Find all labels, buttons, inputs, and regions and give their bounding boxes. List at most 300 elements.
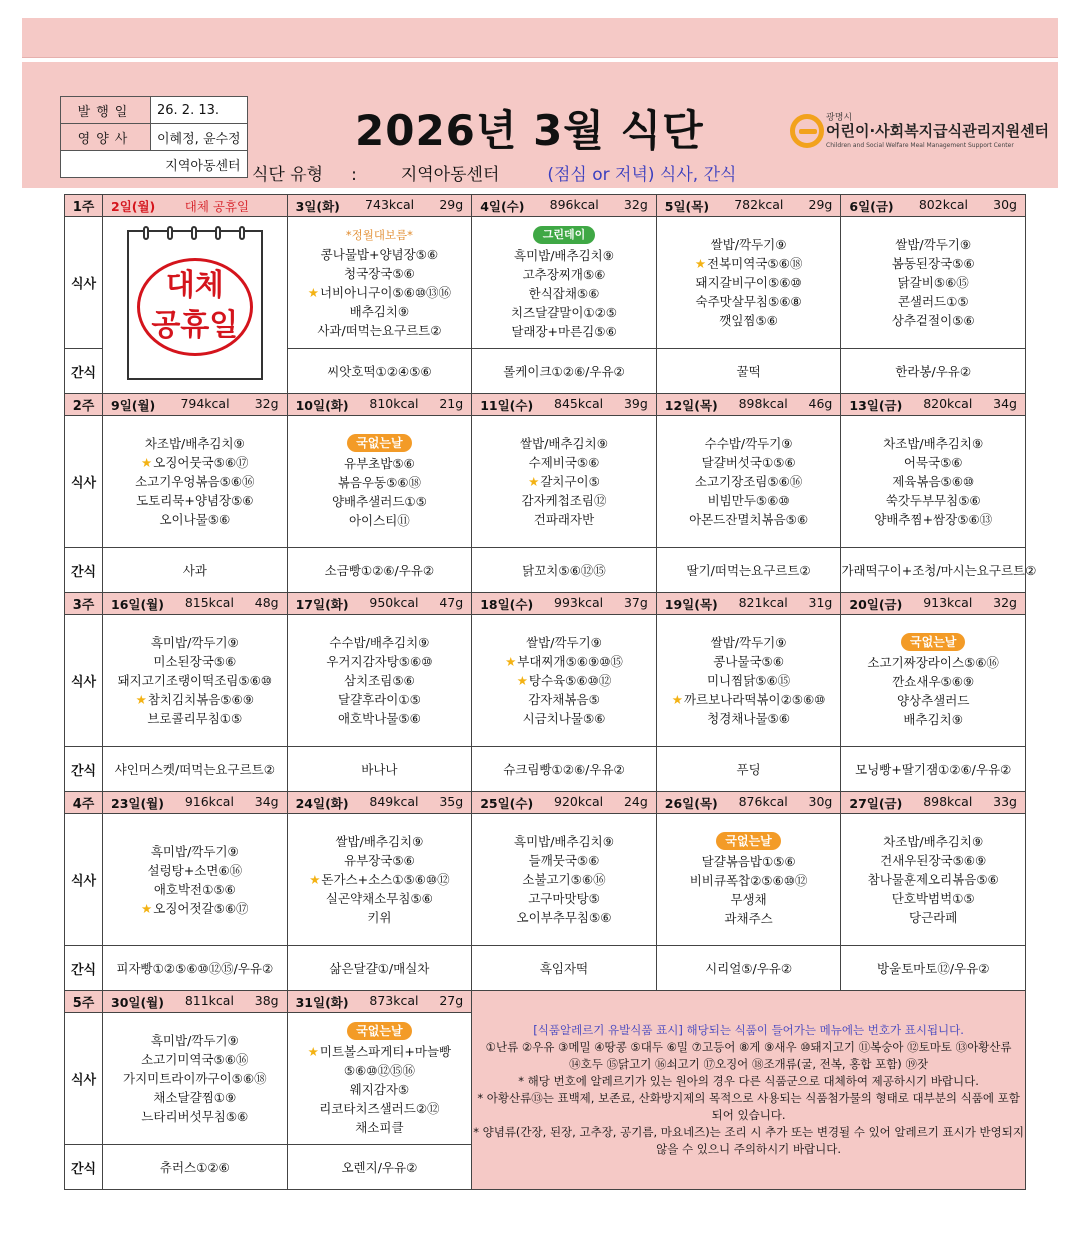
day-header bbox=[103, 991, 288, 1013]
menu-item-text: 시금치나물⑤⑥ bbox=[522, 711, 606, 726]
star-icon: ★ bbox=[528, 474, 540, 489]
menu-item bbox=[103, 434, 287, 453]
day-header bbox=[472, 792, 657, 814]
menu-item-text: 콘샐러드①⑤ bbox=[897, 294, 969, 309]
day-kcal: 898kcal bbox=[738, 395, 788, 411]
day-date: 26일(목) bbox=[664, 795, 718, 811]
menu-item bbox=[288, 908, 472, 927]
menu-item-text: 우거지감자탕⑤⑥⑩ bbox=[326, 654, 433, 669]
snack-cell: 삶은달걀①/매실차 bbox=[287, 946, 472, 991]
menu-item bbox=[103, 861, 287, 880]
menu-item bbox=[103, 842, 287, 861]
menu-item bbox=[288, 473, 472, 492]
day-header bbox=[656, 593, 841, 615]
week-label: 1주 bbox=[65, 195, 103, 217]
menu-item-text: 부대찌개⑤⑥⑨⑩⑮ bbox=[517, 654, 623, 669]
snack-cell: 소금빵①②⑥/우유② bbox=[287, 548, 472, 593]
day-kcal: 993kcal bbox=[554, 594, 604, 610]
meal-cell bbox=[472, 814, 657, 946]
menu-item bbox=[472, 851, 656, 870]
menu-item-text: 비비큐폭찹②⑤⑥⑩⑫ bbox=[689, 873, 808, 888]
snack-cell: 딸기/떠먹는요구르트② bbox=[656, 548, 841, 593]
allergy-note-line: [식품알레르기 유발식품 표시] 해당되는 식품이 들어가는 메뉴에는 번호가 표시됩니다. bbox=[533, 1023, 964, 1037]
menu-item-text: 고추장찌개⑤⑥ bbox=[522, 267, 606, 282]
menu-item bbox=[657, 852, 841, 871]
menu-item-text: 쌀밥/깍두기⑨ bbox=[710, 635, 787, 650]
day-header bbox=[472, 394, 657, 416]
menu-item bbox=[288, 302, 472, 321]
menu-item bbox=[657, 273, 841, 292]
menu-item-text: 콩나물국⑤⑥ bbox=[713, 654, 784, 669]
day-protein: 32g bbox=[623, 196, 648, 212]
day-date: 25일(수) bbox=[480, 795, 534, 811]
holiday-stamp-text: 대체 공휴일 bbox=[151, 267, 239, 343]
menu-item bbox=[841, 472, 1025, 491]
menu-item-text: 달걀버섯국①⑤⑥ bbox=[701, 455, 796, 470]
menu-item bbox=[472, 453, 656, 472]
day-kcal: 916kcal bbox=[184, 793, 234, 809]
menu-item bbox=[841, 292, 1025, 311]
snack-cell: 한라봉/우유② bbox=[841, 349, 1026, 394]
week-header-row bbox=[65, 195, 1026, 217]
menu-item bbox=[841, 311, 1025, 330]
center-name: 지역아동센터 bbox=[61, 151, 248, 178]
menu-item-text: 갈치구이⑤ bbox=[540, 474, 600, 489]
menu-item-text: 미소된장국⑤⑥ bbox=[153, 654, 237, 669]
publish-date-label: 발행일 bbox=[61, 97, 151, 124]
menu-item bbox=[841, 235, 1025, 254]
day-kcal: 743kcal bbox=[365, 196, 415, 212]
menu-item bbox=[657, 909, 841, 928]
star-icon: ★ bbox=[671, 692, 683, 707]
day-kcal: 820kcal bbox=[923, 395, 973, 411]
menu-table bbox=[64, 194, 1037, 1190]
menu-item-text: 차조밥/배추김치⑨ bbox=[883, 834, 984, 849]
meal-row bbox=[65, 217, 1026, 349]
logo-english: Children and Social Welfare Meal Management Support Center bbox=[826, 142, 1014, 149]
menu-item bbox=[841, 870, 1025, 889]
menu-item bbox=[657, 690, 841, 709]
meal-row bbox=[65, 615, 1026, 747]
menu-item-text: 쌀밥/배추김치⑨ bbox=[335, 834, 424, 849]
meal-cell bbox=[287, 615, 472, 747]
day-header bbox=[103, 195, 288, 217]
menu-item-text: 오징어뭇국⑤⑥⑰ bbox=[153, 455, 249, 470]
menu-item bbox=[472, 908, 656, 927]
menu-item bbox=[472, 491, 656, 510]
center-logo bbox=[790, 108, 1050, 164]
snack-cell: 피자빵①②⑤⑥⑩⑫⑮/우유② bbox=[103, 946, 288, 991]
meal-cell bbox=[841, 217, 1026, 349]
day-protein: 35g bbox=[439, 793, 464, 809]
menu-item bbox=[657, 311, 841, 330]
menu-item-text: 깻잎찜⑤⑥ bbox=[719, 313, 778, 328]
menu-item bbox=[841, 491, 1025, 510]
menu-item-text: 참나물훈제오리볶음⑤⑥ bbox=[867, 872, 999, 887]
meal-cell bbox=[103, 1013, 288, 1145]
menu-item-text: 너비아니구이⑤⑥⑩⑬⑯ bbox=[319, 284, 452, 300]
snack-cell: 시리얼⑤/우유② bbox=[656, 946, 841, 991]
menu-item bbox=[657, 491, 841, 510]
menu-item-text: 느타리버섯무침⑤⑥ bbox=[141, 1109, 249, 1124]
menu-item-text: 미트볼스파게티+마늘빵 bbox=[319, 1043, 452, 1059]
day-protein: 24g bbox=[623, 793, 648, 809]
menu-item bbox=[472, 284, 656, 303]
menu-item bbox=[472, 303, 656, 322]
menu-item bbox=[472, 510, 656, 529]
logo-city: 광명시 bbox=[826, 113, 853, 123]
week-label: 3주 bbox=[65, 593, 103, 615]
day-date: 12일(목) bbox=[664, 397, 718, 413]
menu-item bbox=[103, 1031, 287, 1050]
week-header-row bbox=[65, 593, 1026, 615]
menu-item bbox=[288, 321, 472, 340]
day-date: 9일(월) bbox=[111, 397, 156, 413]
menu-item-text: 단호박범벅①⑤ bbox=[891, 891, 975, 906]
menu-item-text: 당근라페 bbox=[909, 910, 958, 925]
day-kcal: 849kcal bbox=[369, 793, 419, 809]
meal-type-option: (점심 or 저녁) 식사, 간식 bbox=[547, 165, 737, 185]
menu-item bbox=[472, 633, 656, 652]
day-kcal: 782kcal bbox=[734, 196, 784, 212]
day-kcal: 876kcal bbox=[738, 793, 788, 809]
day-header bbox=[103, 394, 288, 416]
menu-item bbox=[288, 851, 472, 870]
day-kcal: 821kcal bbox=[738, 594, 788, 610]
day-protein: 34g bbox=[254, 793, 279, 809]
menu-item bbox=[472, 322, 656, 341]
day-header bbox=[287, 593, 472, 615]
day-date: 4일(수) bbox=[480, 198, 525, 214]
menu-item bbox=[841, 908, 1025, 927]
meal-cell bbox=[656, 615, 841, 747]
day-protein: 31g bbox=[808, 594, 833, 610]
snack-cell: 가래떡구이+조청/마시는요구르트② bbox=[841, 548, 1026, 593]
menu-item bbox=[103, 652, 287, 671]
day-date: 17일(화) bbox=[295, 596, 349, 612]
menu-item-text: 설렁탕+소면⑥⑯ bbox=[147, 862, 243, 878]
menu-item-text: 차조밥/배추김치⑨ bbox=[144, 436, 245, 451]
dietitian-names: 이혜정, 윤수정 bbox=[151, 124, 248, 151]
menu-item bbox=[657, 652, 841, 671]
week-header-row bbox=[65, 792, 1026, 814]
menu-item-text: 흑미밥/배추김치⑨ bbox=[514, 248, 614, 263]
meal-cell bbox=[103, 615, 288, 747]
menu-item-text: 탕수육⑤⑥⑩⑫ bbox=[528, 673, 612, 688]
week-header-row bbox=[65, 394, 1026, 416]
menu-item bbox=[288, 1099, 472, 1118]
menu-item bbox=[103, 491, 287, 510]
day-protein: 47g bbox=[439, 594, 464, 610]
day-protein: 29g bbox=[439, 196, 464, 212]
menu-item-text: 가지미트라이까구이⑤⑥⑱ bbox=[123, 1071, 267, 1086]
week-label: 2주 bbox=[65, 394, 103, 416]
menu-item-text: 달걀볶음밥①⑤⑥ bbox=[701, 854, 796, 869]
menu-item bbox=[288, 870, 472, 889]
day-kcal: 950kcal bbox=[369, 594, 419, 610]
menu-item-text: 볶음우동⑤⑥⑱ bbox=[337, 475, 421, 490]
menu-item-text: 한식잡채⑤⑥ bbox=[528, 286, 600, 301]
menu-item-text: 닭갈비⑤⑥⑮ bbox=[897, 275, 969, 290]
day-date: 16일(월) bbox=[111, 596, 164, 612]
menu-item-text: 깐쇼새우⑤⑥⑨ bbox=[892, 674, 975, 689]
snack-cell: 바나나 bbox=[287, 747, 472, 792]
menu-item-text: 오이나물⑤⑥ bbox=[159, 512, 231, 527]
meal-cell bbox=[103, 814, 288, 946]
day-kcal: 대체 공휴일 bbox=[184, 198, 250, 214]
snack-cell: 푸딩 bbox=[656, 747, 841, 792]
day-kcal: 873kcal bbox=[369, 992, 419, 1008]
menu-item-text: 소불고기⑤⑥⑯ bbox=[522, 872, 606, 887]
menu-item-text: 소고기장조림⑤⑥⑯ bbox=[694, 474, 803, 489]
menu-item bbox=[103, 690, 287, 709]
menu-item-text: 흑미밥/깍두기⑨ bbox=[150, 635, 239, 650]
menu-item bbox=[103, 633, 287, 652]
publish-info-table bbox=[60, 96, 248, 178]
day-protein: 21g bbox=[439, 395, 464, 411]
menu-item-text: 아몬드잔멸치볶음⑤⑥ bbox=[689, 512, 809, 527]
menu-item bbox=[841, 653, 1025, 672]
day-date: 11일(수) bbox=[480, 397, 534, 413]
star-icon: ★ bbox=[307, 284, 319, 300]
menu-item bbox=[472, 265, 656, 284]
allergy-notes bbox=[472, 991, 1026, 1190]
snack-cell: 닭꼬치⑤⑥⑫⑮ bbox=[472, 548, 657, 593]
day-kcal: 811kcal bbox=[184, 992, 234, 1008]
menu-item-text: 과채주스 bbox=[724, 911, 773, 926]
meal-cell bbox=[472, 615, 657, 747]
menu-item-text: 숙주맛살무침⑤⑥⑧ bbox=[695, 294, 802, 309]
menu-item-text: 소고기짜장라이스⑤⑥⑯ bbox=[867, 655, 999, 670]
menu-item bbox=[288, 832, 472, 851]
day-header bbox=[103, 593, 288, 615]
meal-type-label: 식단 유형 bbox=[252, 165, 324, 185]
menu-item-text: 비빔만두⑤⑥⑩ bbox=[707, 493, 790, 508]
menu-item-text: 전복미역국⑤⑥⑱ bbox=[707, 256, 803, 271]
meal-cell bbox=[472, 416, 657, 548]
day-kcal: 920kcal bbox=[554, 793, 604, 809]
day-header bbox=[841, 195, 1026, 217]
day-date: 24일(화) bbox=[295, 795, 349, 811]
day-date: 30일(월) bbox=[111, 994, 164, 1010]
menu-item-text: 쌀밥/깍두기⑨ bbox=[526, 635, 602, 650]
menu-item bbox=[657, 235, 841, 254]
meal-cell bbox=[841, 615, 1026, 747]
top-stripe bbox=[22, 18, 1058, 58]
menu-item-text: 오이부추무침⑤⑥ bbox=[516, 910, 612, 925]
menu-item bbox=[288, 889, 472, 908]
menu-item-text: 달걀후라이①⑤ bbox=[337, 692, 421, 707]
day-header bbox=[841, 394, 1026, 416]
day-kcal: 815kcal bbox=[184, 594, 234, 610]
publish-date: 26. 2. 13. bbox=[151, 97, 248, 124]
meal-cell bbox=[287, 416, 472, 548]
snack-row-label: 간식 bbox=[65, 747, 103, 792]
no-soup-day-badge: 국없는날 bbox=[347, 1022, 411, 1040]
page-title: 2026년 3월 식단 bbox=[355, 106, 704, 155]
menu-item-text: 쌀밥/깍두기⑨ bbox=[710, 237, 787, 252]
day-kcal: 845kcal bbox=[554, 395, 604, 411]
menu-item-text: 무생채 bbox=[730, 892, 767, 907]
day-header bbox=[841, 792, 1026, 814]
star-icon: ★ bbox=[694, 256, 707, 271]
meal-cell bbox=[287, 814, 472, 946]
menu-item-text: 웨지감자⑤ bbox=[349, 1081, 410, 1097]
menu-item bbox=[841, 510, 1025, 529]
snack-cell: 방울토마토⑫/우유② bbox=[841, 946, 1026, 991]
menu-item-text: 수수밥/깍두기⑨ bbox=[704, 436, 793, 451]
menu-item-text: 달래장+마른김⑤⑥ bbox=[511, 324, 617, 339]
day-kcal: 913kcal bbox=[923, 594, 973, 610]
day-protein: 32g bbox=[254, 395, 279, 411]
menu-item-text: 도토리묵+양념장⑤⑥ bbox=[136, 493, 254, 508]
holiday-calendar-icon bbox=[127, 230, 263, 380]
menu-item-text: 흑미밥/깍두기⑨ bbox=[150, 843, 239, 859]
menu-item bbox=[657, 453, 841, 472]
day-kcal: 810kcal bbox=[369, 395, 419, 411]
day-protein: 37g bbox=[623, 594, 648, 610]
day-date: 13일(금) bbox=[849, 397, 903, 413]
menu-item bbox=[103, 1088, 287, 1107]
day-header bbox=[287, 991, 472, 1013]
menu-item bbox=[103, 709, 287, 728]
meal-row bbox=[65, 814, 1026, 946]
menu-item bbox=[657, 254, 841, 273]
day-kcal: 896kcal bbox=[549, 196, 599, 212]
menu-item-text: 소고기미역국⑤⑥⑯ bbox=[141, 1052, 249, 1067]
day-protein: 29g bbox=[808, 196, 833, 212]
menu-item bbox=[288, 1042, 472, 1061]
no-soup-day-badge: 국없는날 bbox=[347, 434, 411, 452]
menu-item-text: 실곤약채소무침⑤⑥ bbox=[325, 891, 433, 906]
meal-cell bbox=[472, 217, 657, 349]
star-icon: ★ bbox=[309, 872, 321, 887]
meal-row-label: 식사 bbox=[65, 1013, 103, 1145]
menu-item bbox=[288, 633, 472, 652]
snack-row-label: 간식 bbox=[65, 548, 103, 593]
menu-item-text: 삼치조림⑤⑥ bbox=[344, 673, 415, 688]
day-date: 3일(화) bbox=[295, 198, 340, 214]
menu-item-text: 배추김치⑨ bbox=[903, 712, 963, 727]
star-icon: ★ bbox=[505, 654, 517, 669]
menu-item bbox=[841, 273, 1025, 292]
menu-item-text: 소고기우엉볶음⑤⑥⑯ bbox=[135, 474, 255, 489]
menu-item-text: 건새우된장국⑤⑥⑨ bbox=[880, 853, 987, 868]
menu-item bbox=[288, 264, 472, 283]
dietitian-label: 영양사 bbox=[61, 124, 151, 151]
meal-cell bbox=[103, 416, 288, 548]
day-date: 5일(목) bbox=[664, 198, 710, 214]
smile-logo-icon bbox=[790, 114, 824, 148]
menu-item-text: 돈가스+소스①⑤⑥⑩⑫ bbox=[321, 872, 450, 887]
day-header bbox=[103, 792, 288, 814]
menu-item-text: 애호박나물⑤⑥ bbox=[337, 711, 421, 726]
menu-item-text: 흑미밥/깍두기⑨ bbox=[150, 1033, 239, 1048]
menu-item-text: 까르보나라떡볶이②⑤⑥⑩ bbox=[683, 692, 826, 707]
day-date: 20일(금) bbox=[849, 596, 903, 612]
day-header bbox=[656, 195, 841, 217]
menu-item bbox=[103, 472, 287, 491]
snack-row-label: 간식 bbox=[65, 1145, 103, 1190]
menu-item bbox=[472, 832, 656, 851]
menu-item-text: 청국장국⑤⑥ bbox=[344, 265, 415, 281]
menu-item bbox=[841, 434, 1025, 453]
snack-cell: 씨앗호떡①②④⑤⑥ bbox=[287, 349, 472, 394]
menu-item-text: 쑥갓두부무침⑤⑥ bbox=[885, 493, 981, 508]
page-margin bbox=[0, 0, 22, 1250]
menu-item bbox=[657, 633, 841, 652]
menu-item-text: 봄동된장국⑤⑥ bbox=[891, 256, 975, 271]
menu-item bbox=[472, 246, 656, 265]
menu-item bbox=[472, 671, 656, 690]
day-protein: 27g bbox=[439, 992, 464, 1008]
snack-cell: 츄러스①②⑥ bbox=[103, 1145, 288, 1190]
menu-item bbox=[841, 254, 1025, 273]
no-soup-day-badge: 국없는날 bbox=[716, 832, 780, 850]
menu-item bbox=[472, 434, 656, 453]
snack-cell: 모닝빵+딸기잼①②⑥/우유② bbox=[841, 747, 1026, 792]
meal-row-label: 식사 bbox=[65, 615, 103, 747]
menu-item-text: 채소달걀찜①⑨ bbox=[153, 1090, 237, 1105]
day-header bbox=[472, 195, 657, 217]
meal-cell bbox=[841, 814, 1026, 946]
menu-item-text: 아이스티⑪ bbox=[348, 513, 410, 528]
menu-item-text: 미니찜닭⑤⑥⑮ bbox=[706, 673, 791, 688]
menu-item bbox=[841, 710, 1025, 729]
menu-item-text: 사과/떠먹는요구르트② bbox=[317, 322, 442, 338]
snack-row-label: 간식 bbox=[65, 946, 103, 991]
menu-item bbox=[288, 283, 472, 302]
no-soup-day-badge: 국없는날 bbox=[901, 633, 965, 651]
day-date: 10일(화) bbox=[295, 397, 349, 413]
day-protein: 38g bbox=[254, 992, 279, 1008]
menu-item bbox=[288, 709, 472, 728]
meal-cell bbox=[656, 217, 841, 349]
day-header bbox=[656, 792, 841, 814]
menu-item bbox=[472, 889, 656, 908]
day-protein: 30g bbox=[808, 793, 833, 809]
snack-cell: 흑임자떡 bbox=[472, 946, 657, 991]
special-day-label: *정월대보름* bbox=[345, 227, 413, 242]
menu-item bbox=[657, 292, 841, 311]
menu-item bbox=[103, 1069, 287, 1088]
day-protein: 46g bbox=[808, 395, 833, 411]
menu-item-text: 오징어젓갈⑤⑥⑰ bbox=[153, 900, 249, 916]
meal-row bbox=[65, 416, 1026, 548]
menu-item bbox=[841, 832, 1025, 851]
snack-cell: 오렌지/우유② bbox=[287, 1145, 472, 1190]
menu-item bbox=[841, 851, 1025, 870]
menu-item-text: ⑤⑥⑩⑫⑮⑯ bbox=[343, 1062, 415, 1078]
menu-item-text: 수수밥/배추김치⑨ bbox=[329, 635, 430, 650]
holiday-cell bbox=[103, 217, 288, 394]
day-protein: 30g bbox=[993, 196, 1017, 212]
menu-item-text: 쌀밥/배추김치⑨ bbox=[520, 436, 608, 451]
day-header bbox=[287, 792, 472, 814]
menu-item-text: 치즈달걀말이①②⑤ bbox=[510, 305, 618, 320]
snack-cell: 롤케이크①②⑥/우유② bbox=[472, 349, 657, 394]
week-header-row bbox=[65, 991, 1026, 1013]
menu-item bbox=[657, 709, 841, 728]
menu-item-text: 감자케첩조림⑫ bbox=[521, 493, 607, 508]
menu-item bbox=[103, 453, 287, 472]
menu-item bbox=[288, 245, 472, 264]
menu-item bbox=[103, 671, 287, 690]
menu-item bbox=[103, 880, 287, 899]
meal-cell bbox=[656, 416, 841, 548]
menu-item bbox=[657, 871, 841, 890]
menu-item-text: 키위 bbox=[367, 910, 392, 925]
